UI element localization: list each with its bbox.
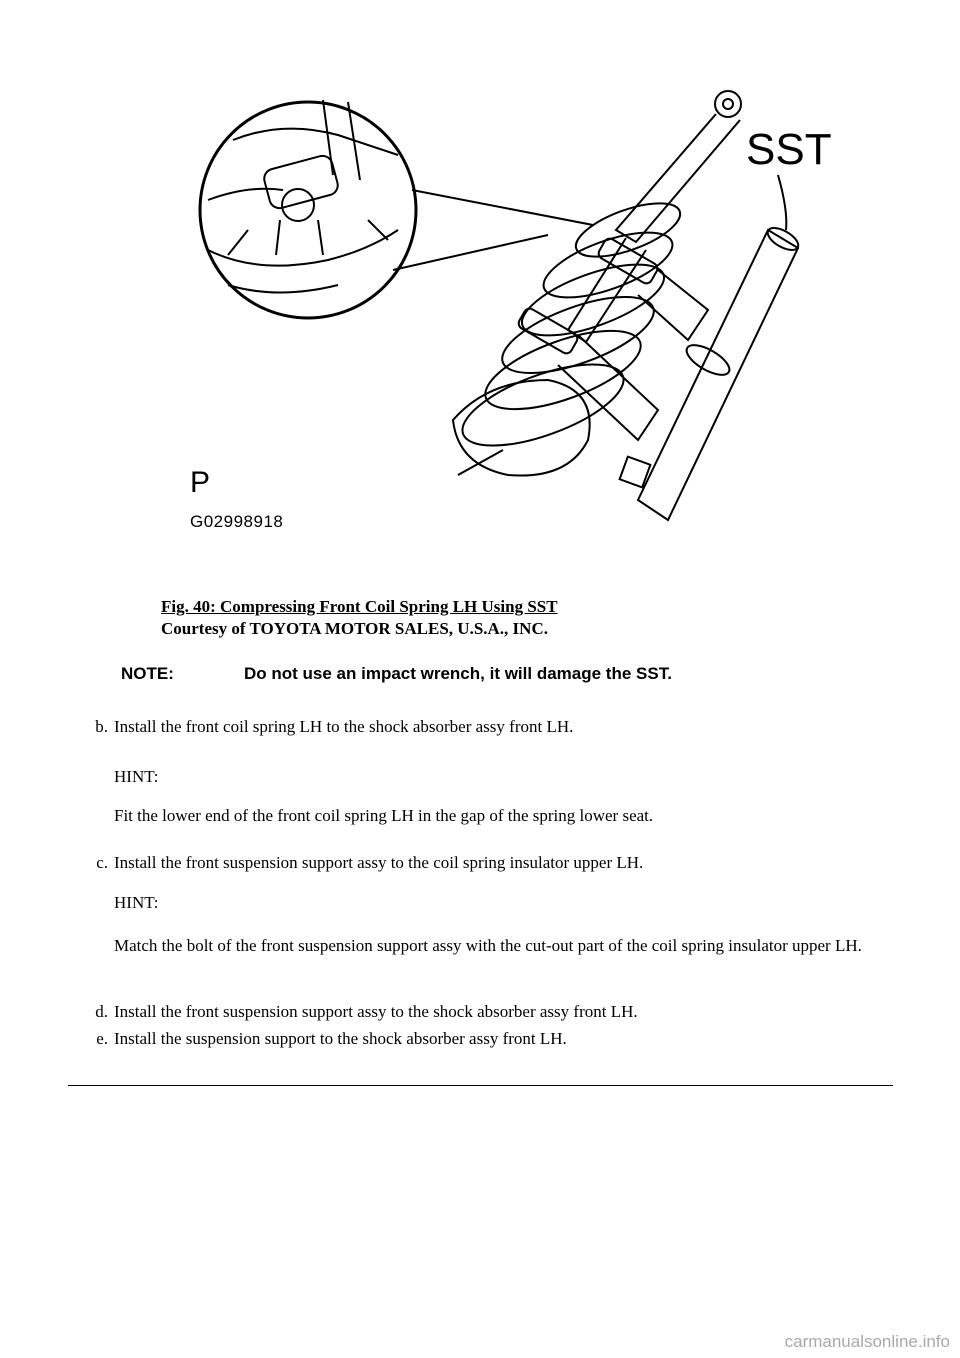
view-letter: P xyxy=(190,466,211,499)
detail-connector-line xyxy=(393,235,548,270)
step-c-text: Install the front suspension support assy to the coil spring insulator upper LH. xyxy=(114,853,644,872)
image-code: G02998918 xyxy=(190,512,284,531)
note-label: NOTE: xyxy=(121,664,174,683)
step-letter-e: e. xyxy=(96,1029,108,1048)
site-watermark: carmanualsonline.info xyxy=(784,1332,950,1351)
step-letter-b: b. xyxy=(95,717,108,736)
figure-caption-title[interactable]: Fig. 40: Compressing Front Coil Spring LH Using SST xyxy=(161,597,558,616)
step-c-hint-text: Match the bolt of the front suspension support assy with the cut-out part of the coil spring insulator upper LH. xyxy=(114,936,862,955)
step-b-hint-label: HINT: xyxy=(114,767,159,786)
step-b-text: Install the front coil spring LH to the shock absorber assy front LH. xyxy=(114,717,574,736)
step-c-hint-label: HINT: xyxy=(114,893,159,912)
sst-callout-label: SST xyxy=(746,125,832,174)
step-d-text: Install the front suspension support assy to the shock absorber assy front LH. xyxy=(114,1002,638,1021)
step-letter-d: d. xyxy=(95,1002,108,1021)
step-letter-c: c. xyxy=(96,853,108,872)
shock-absorber-strut xyxy=(568,91,741,342)
section-divider xyxy=(68,1085,893,1086)
sst-leader-line xyxy=(778,175,786,230)
figure-caption-credit: Courtesy of TOYOTA MOTOR SALES, U.S.A., INC. xyxy=(161,619,548,638)
note-text: Do not use an impact wrench, it will damage the SST. xyxy=(244,664,672,683)
step-e-text: Install the suspension support to the shock absorber assy front LH. xyxy=(114,1029,567,1048)
step-b-hint-text: Fit the lower end of the front coil spring LH in the gap of the spring lower seat. xyxy=(114,806,654,825)
detail-connector-line xyxy=(412,190,593,225)
coil-spring-compression-illustration xyxy=(188,80,828,550)
